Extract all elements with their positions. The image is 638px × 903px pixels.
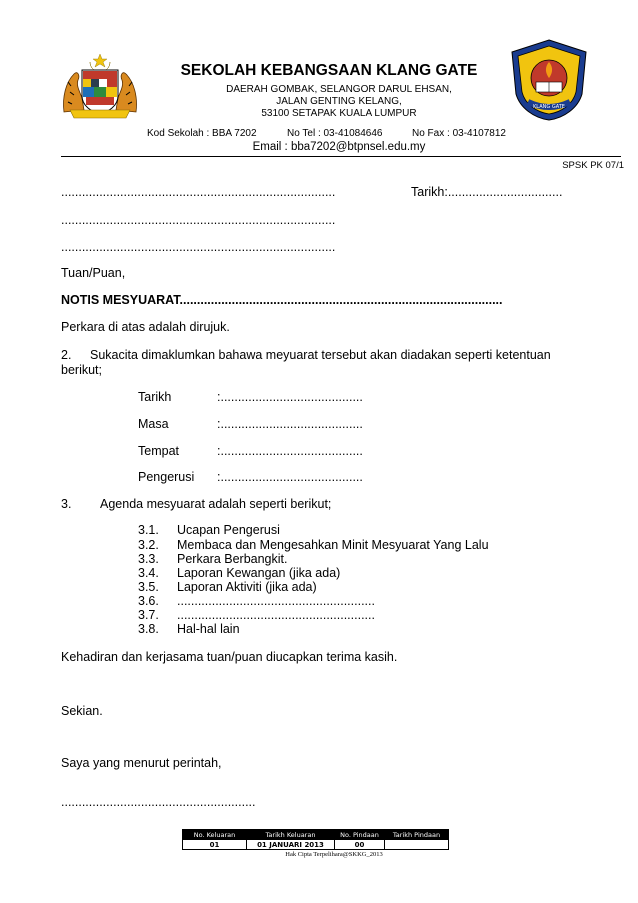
- para3-text: Agenda mesyuarat adalah seperti berikut;: [100, 497, 332, 511]
- fax: No Fax : 03-4107812: [412, 128, 506, 139]
- table-header: No. Keluaran: [183, 830, 247, 840]
- closing-text: Kehadiran dan kerjasama tuan/puan diucapkan terima kasih.: [61, 650, 398, 664]
- table-cell: 01: [183, 840, 247, 850]
- agenda-item: .........................................................: [177, 594, 375, 608]
- agenda-number: 3.1.: [138, 523, 159, 537]
- table-cell: 00: [335, 840, 385, 850]
- agenda-item: Laporan Kewangan (jika ada): [177, 566, 341, 580]
- table-header: Tarikh Pindaan: [385, 830, 449, 840]
- telephone: No Tel : 03-41084646: [287, 128, 383, 139]
- recipient-line-3: ...............................................................................: [61, 240, 336, 254]
- detail-label-tempat: Tempat: [138, 444, 179, 458]
- detail-value-tempat: :.........................................: [217, 444, 363, 458]
- table-cell: [385, 840, 449, 850]
- agenda-number: 3.7.: [138, 608, 159, 622]
- agenda-number: 3.6.: [138, 594, 159, 608]
- date-field: Tarikh:.................................: [411, 185, 563, 199]
- table-header: No. Pindaan: [335, 830, 385, 840]
- agenda-number: 3.2.: [138, 538, 159, 552]
- agenda-item: Membaca dan Mengesahkan Minit Mesyuarat Yang Lalu: [177, 538, 489, 552]
- agenda-item: Perkara Berbangkit.: [177, 552, 288, 566]
- agenda-item: Hal-hal lain: [177, 622, 240, 636]
- para3-number: 3.: [61, 497, 72, 511]
- header-divider: [61, 156, 621, 157]
- para2-number: 2.: [61, 348, 72, 362]
- detail-value-pengerusi: :.........................................: [217, 470, 363, 484]
- agenda-number: 3.5.: [138, 580, 159, 594]
- intro-text: Perkara di atas adalah dirujuk.: [61, 320, 230, 334]
- school-logo-text: KLANG GATE: [533, 104, 565, 110]
- agenda-number: 3.3.: [138, 552, 159, 566]
- signature-line: ........................................................: [61, 795, 256, 809]
- recipient-line-2: ...............................................................................: [61, 213, 336, 227]
- detail-label-masa: Masa: [138, 417, 169, 431]
- table-cell: 01 JANUARI 2013: [247, 840, 335, 850]
- address-line-2: JALAN GENTING KELANG,: [276, 96, 402, 107]
- para2-text-continued: berikut;: [61, 363, 102, 377]
- kod-sekolah: Kod Sekolah : BBA 7202: [147, 128, 257, 139]
- document-control-table: [182, 829, 449, 850]
- agenda-number: 3.8.: [138, 622, 159, 636]
- sekian-text: Sekian.: [61, 704, 103, 718]
- agenda-item: Laporan Aktiviti (jika ada): [177, 580, 317, 594]
- subject-heading: NOTIS MESYUARAT.............................................................................................: [61, 293, 503, 307]
- detail-value-masa: :.........................................: [217, 417, 363, 431]
- agenda-item: .........................................................: [177, 608, 375, 622]
- detail-value-tarikh: :.........................................: [217, 390, 363, 404]
- sign-off-text: Saya yang menurut perintah,: [61, 756, 222, 770]
- address-line-1: DAERAH GOMBAK, SELANGOR DARUL EHSAN,: [226, 84, 452, 95]
- table-header: Tarikh Keluaran: [247, 830, 335, 840]
- school-name: SEKOLAH KEBANGSAAN KLANG GATE: [180, 62, 478, 79]
- para2-text: Sukacita dimaklumkan bahawa meyuarat tersebut akan diadakan seperti ketentuan: [90, 348, 551, 362]
- address-line-3: 53100 SETAPAK KUALA LUMPUR: [261, 108, 417, 119]
- salutation: Tuan/Puan,: [61, 266, 126, 280]
- detail-label-pengerusi: Pengerusi: [138, 470, 195, 484]
- agenda-item: Ucapan Pengerusi: [177, 523, 280, 537]
- recipient-line-1: ...............................................................................: [61, 185, 336, 199]
- agenda-number: 3.4.: [138, 566, 159, 580]
- detail-label-tarikh: Tarikh: [138, 390, 172, 404]
- copyright-text: Hak Cipta Terpelihara@SKKG_2013: [285, 851, 383, 858]
- reference-number: SPSK PK 07/1: [562, 160, 624, 171]
- email: Email : bba7202@btpnsel.edu.my: [252, 141, 426, 153]
